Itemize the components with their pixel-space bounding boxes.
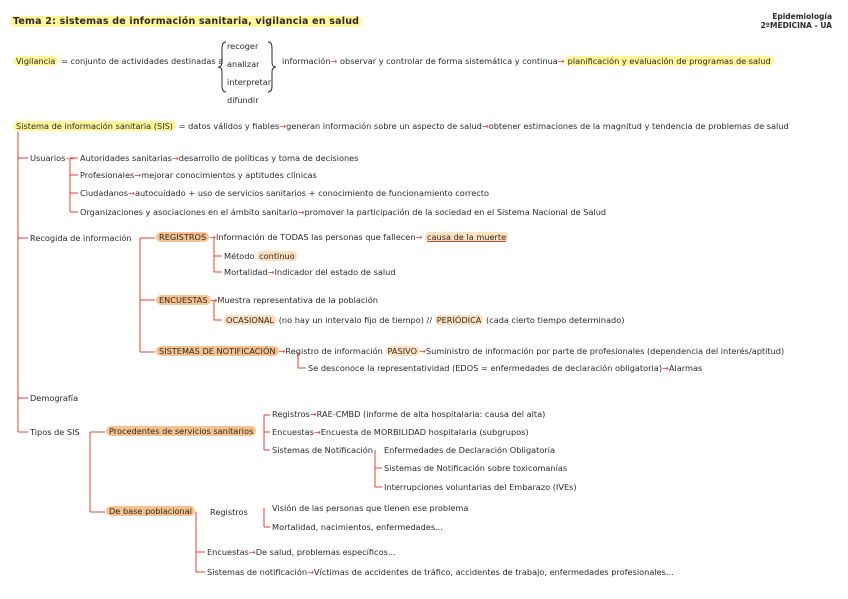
- usuario-item: Profesionales→mejorar conocimientos y aptitudes clínicas: [80, 170, 317, 180]
- tipos-label: Tipos de SIS: [30, 427, 80, 437]
- course-name: 2ºMEDICINA - UA: [760, 21, 832, 30]
- poblacional-notificacion: Sistemas de notificación→Víctimas de accidentes de tráfico, accidentes de trabajo, enfermedades profesionales...: [207, 567, 674, 577]
- usuario-item: Ciudadanos→autocuidado + uso de servicios sanitarios + conocimiento de funcionamiento correcto: [80, 188, 489, 198]
- vigilancia-chain: información→ observar y controlar de forma sistemática y continua→ planificación y evaluación de programas de salud: [282, 56, 774, 66]
- notificacion-node: SISTEMAS DE NOTIFICACIÓN →Registro de información PASIVO →Suministro de información por parte de profesionales (dependencia del interés/aptitud): [156, 346, 784, 356]
- subject-label: Epidemiología: [772, 12, 832, 21]
- usuario-item: Organizaciones y asociaciones en el ámbito sanitario→promover la participación de la sociedad en el Sistema Nacional de Salud: [80, 207, 607, 217]
- servicios-encuestas: Encuestas→Encuesta de MORBILIDAD hospitalaria (subgrupos): [272, 427, 529, 437]
- sis-definition: Sistema de información sanitaria (SIS) = datos válidos y fiables→generan información sobre un aspecto de salud→obtener estimaciones de la magnitud y tendencia de problemas de salud: [13, 121, 789, 131]
- vigilancia-verb: recoger: [227, 41, 259, 51]
- registros-node: REGISTROS →Información de TODAS las personas que fallecen→ causa de la muerte: [156, 232, 508, 242]
- poblacional-encuestas: Encuestas→De salud, problemas específicos...: [207, 547, 396, 557]
- vigilancia-definition: [13, 56, 223, 66]
- registros-metodo: Método continuo: [224, 251, 295, 261]
- demografia-label: Demografía: [30, 393, 79, 403]
- poblacional-node: De base poblacional: [106, 506, 195, 516]
- notif-item: Enfermedades de Declaración Obligatoria: [384, 445, 556, 455]
- encuestas-frecuencia: OCASIONAL (no hay un intervalo fijo de tiempo) // PERIÓDICA (cada cierto tiempo determinado): [226, 315, 625, 325]
- vigilancia-verb: analizar: [227, 59, 260, 69]
- servicios-notificacion: Sistemas de Notificación: [272, 445, 373, 455]
- vigilancia-verb: difundir: [227, 95, 259, 105]
- servicios-node: Procedentes de servicios sanitarios: [106, 426, 256, 436]
- poblacional-reg-item: Mortalidad, nacimientos, enfermedades...: [272, 522, 443, 532]
- usuarios-label: Usuarios—: [30, 153, 74, 163]
- servicios-registros: Registros→RAE-CMBD (informe de alta hospitalaria: causa del alta): [272, 409, 546, 419]
- notif-item: Interrupciones voluntarias del Embarazo (IVEs): [384, 482, 577, 492]
- poblacional-reg-item: Visión de las personas que tienen ese problema: [272, 503, 469, 513]
- course-label: [761, 12, 832, 30]
- vigilancia-def: = conjunto de actividades destinadas a: [61, 56, 224, 66]
- vigilancia-term: Vigilancia: [13, 56, 58, 66]
- registros-mortalidad: Mortalidad→Indicador del estado de salud: [224, 267, 396, 277]
- notificacion-detalle: Se desconoce la representatividad (EDOS = enfermedades de declaración obligatoria)→Alarmas: [308, 363, 703, 373]
- poblacional-registros: Registros: [210, 507, 248, 517]
- page-title: Tema 2: sistemas de información sanitaria, vigilancia en salud: [10, 16, 362, 27]
- encuestas-node: ENCUESTAS →Muestra representativa de la población: [156, 295, 378, 305]
- notif-item: Sistemas de Notificación sobre toxicomanías: [384, 463, 568, 473]
- vigilancia-verb: interpretar: [227, 77, 272, 87]
- sis-term: Sistema de información sanitaria (SIS): [13, 121, 176, 131]
- usuario-item: Autoridades sanitarias→desarrollo de políticas y toma de decisiones: [80, 153, 359, 163]
- recogida-label: Recogida de información: [30, 233, 132, 243]
